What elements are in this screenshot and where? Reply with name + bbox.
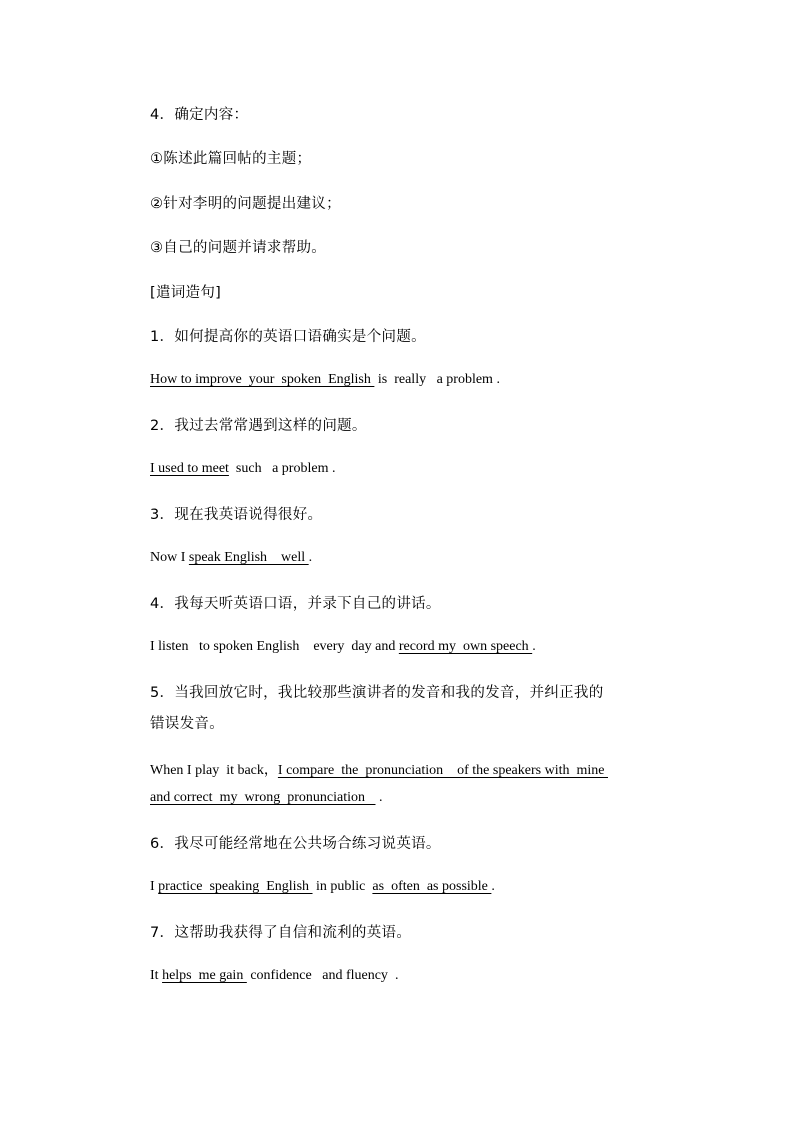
- sentence-text: is really a problem: [374, 372, 493, 387]
- sentence-text: confidence and fluency: [246, 968, 388, 983]
- sentence-text: It: [150, 968, 163, 983]
- sentence-text: .: [375, 790, 383, 805]
- item-7-chinese: 7．这帮助我获得了自信和流利的英语。: [150, 925, 412, 941]
- item-4-chinese: 4．我每天听英语口语，并录下自己的讲话。: [150, 596, 441, 612]
- item-6-english: [150, 879, 495, 895]
- sentence-text: .: [532, 639, 536, 654]
- item-3-chinese: 3．现在我英语说得很好。: [150, 507, 323, 523]
- sentence-text: .: [328, 461, 336, 476]
- item-4-english: [150, 639, 536, 655]
- item-2-english: [150, 461, 335, 477]
- answer-blank: and correct my wrong pronunciation: [150, 790, 376, 805]
- sentence-text: .: [308, 550, 313, 565]
- answer-blank: record my own speech: [398, 639, 533, 654]
- item-1-chinese: 1．如何提高你的英语口语确实是个问题。: [150, 329, 426, 345]
- content-point-1: ①陈述此篇回帖的主题；: [150, 151, 312, 167]
- sentence-text: I: [150, 879, 159, 894]
- item-6-chinese: 6．我尽可能经常地在公共场合练习说英语。: [150, 836, 441, 852]
- item-5-english-line-2: [150, 790, 383, 806]
- sentence-text: .: [491, 879, 495, 894]
- answer-blank: helps me gain: [162, 968, 247, 983]
- item-3-english: [150, 550, 312, 566]
- sentence-text: Now I: [150, 550, 189, 565]
- sentence-text: I listen to spoken English every day and: [150, 639, 399, 654]
- answer-blank: I used to meet: [150, 461, 229, 476]
- sentence-text: When I play it back，: [150, 763, 278, 778]
- answer-blank: as often as possible: [372, 879, 492, 894]
- step4-title: 4．确定内容：: [150, 107, 249, 123]
- answer-blank: practice speaking English: [158, 879, 313, 894]
- content-point-2: ②针对李明的问题提出建议；: [150, 196, 341, 212]
- sentence-text: .: [492, 372, 500, 387]
- section-heading: [遣词造句]: [150, 285, 222, 301]
- item-5-chinese-line-1: 5．当我回放它时，我比较那些演讲者的发音和我的发音，并纠正我的: [150, 685, 604, 701]
- answer-blank: How to improve your spoken English: [150, 372, 375, 387]
- sentence-text: in public: [312, 879, 373, 894]
- item-2-chinese: 2．我过去常常遇到这样的问题。: [150, 418, 367, 434]
- item-5-english-line-1: [150, 759, 608, 779]
- sentence-text: such a problem: [228, 461, 329, 476]
- answer-blank: speak English well: [188, 550, 309, 565]
- answer-blank: I compare the pronunciation of the speakers with mine: [277, 763, 608, 778]
- content-point-3: ③自己的问题并请求帮助。: [150, 240, 327, 256]
- sentence-text: .: [387, 968, 399, 983]
- item-7-english: [150, 968, 398, 984]
- item-5-chinese-line-2: 错误发音。: [150, 716, 224, 732]
- item-1-english: [150, 372, 500, 388]
